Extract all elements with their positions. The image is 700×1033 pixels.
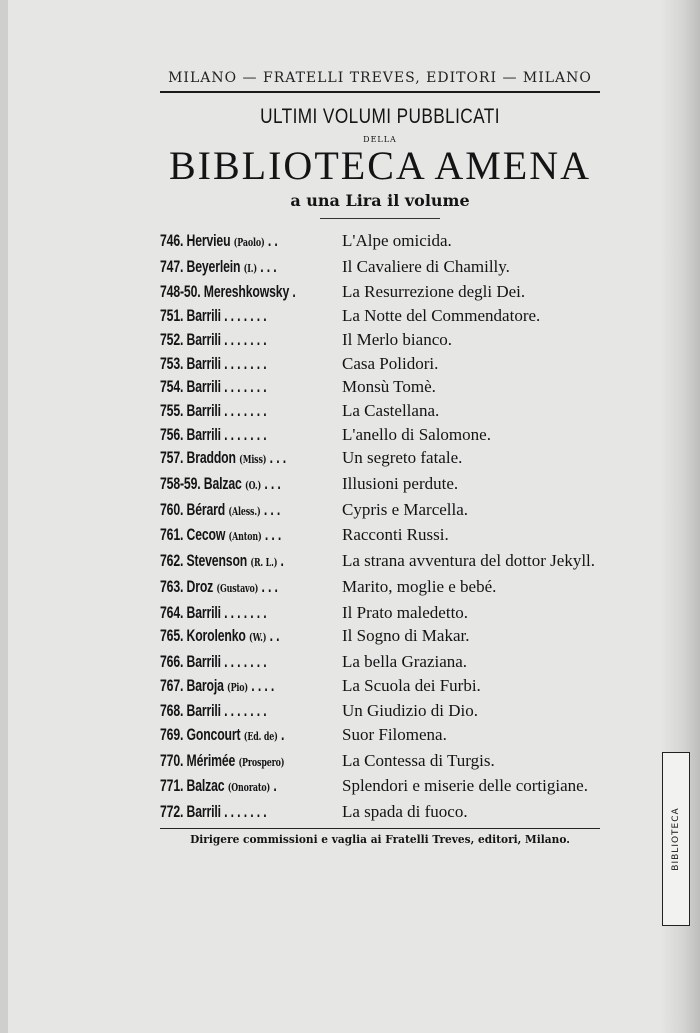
book-entry-left: [160, 523, 338, 549]
book-author-qualifier: (Gustavo): [216, 581, 259, 595]
book-entry-left: [160, 723, 338, 749]
book-title: Marito, moglie e bebé.: [342, 576, 497, 596]
book-entry-left: [160, 352, 338, 376]
book-author-name: Mérimée: [186, 750, 236, 770]
book-entry-left: [160, 375, 338, 399]
book-title: Il Merlo bianco.: [342, 329, 452, 349]
book-number: 766.: [160, 651, 184, 671]
page-left-edge: [0, 0, 8, 1033]
book-author-qualifier: (I.): [243, 261, 257, 275]
book-author: [160, 674, 274, 700]
book-author-name: Baroja: [186, 675, 224, 695]
book-title: L'anello di Salomone.: [342, 424, 491, 444]
book-entry: [160, 229, 600, 255]
book-author-qualifier: (Onorato): [227, 781, 271, 795]
book-title: Suor Filomena.: [342, 725, 447, 745]
book-author-qualifier: (Miss): [239, 453, 267, 467]
book-leader-dots: . . . . . . .: [224, 353, 267, 373]
book-author-name: Balzac: [203, 474, 242, 494]
book-leader-dots: .: [273, 776, 277, 796]
book-author-name: Beyerlein: [186, 256, 241, 276]
book-entry: [160, 446, 600, 472]
book-author-name: Droz: [186, 576, 214, 596]
book-entry-left: [160, 472, 338, 498]
book-author-qualifier: (W.): [249, 631, 267, 645]
book-number: 748-50.: [160, 282, 201, 302]
book-author: [160, 800, 266, 824]
book-entry: [160, 280, 600, 304]
book-leader-dots: . . . .: [251, 675, 275, 695]
book-entry: [160, 624, 600, 650]
book-entry-left: [160, 749, 338, 775]
book-leader-dots: . . . . . . .: [224, 424, 267, 444]
book-number: 746.: [160, 231, 184, 250]
book-entry-left: [160, 304, 338, 328]
book-leader-dots: . . .: [264, 474, 281, 494]
book-entry: [160, 375, 600, 399]
book-entry: [160, 304, 600, 328]
book-number: 761.: [160, 525, 184, 545]
book-author: [160, 774, 277, 800]
book-author-name: Korolenko: [186, 626, 246, 646]
book-title: Monsù Tomè.: [342, 377, 436, 397]
book-entry-left: [160, 328, 338, 352]
book-entry-left: [160, 624, 338, 650]
book-author-name: Barrili: [186, 400, 221, 420]
book-author: [160, 723, 284, 749]
series-title: BIBLIOTECA AMENA: [169, 143, 591, 188]
book-leader-dots: .: [292, 282, 296, 302]
book-number: 765.: [160, 626, 184, 646]
book-entry: [160, 699, 600, 723]
book-author-qualifier: (Pio): [227, 680, 249, 694]
book-entry-left: [160, 549, 338, 575]
book-entry-left: [160, 800, 338, 824]
book-entry-left: [160, 699, 338, 723]
book-entry: [160, 800, 600, 824]
book-entry: [160, 575, 600, 601]
book-entry-left: [160, 774, 338, 800]
book-entry: [160, 423, 600, 447]
book-title: La Resurrezione degli Dei.: [342, 282, 526, 302]
book-author: [160, 399, 266, 423]
book-author-name: Hervieu: [186, 231, 231, 250]
catalog-content: [160, 70, 600, 846]
book-leader-dots: .: [280, 725, 285, 745]
book-title: La spada di fuoco.: [342, 802, 468, 822]
book-author-qualifier: (Prospero): [238, 755, 285, 769]
book-leader-dots: . . . . . . .: [224, 602, 267, 622]
book-title: La Contessa di Turgis.: [342, 750, 495, 770]
book-author-name: Barrili: [186, 802, 221, 822]
book-leader-dots: . . .: [264, 525, 282, 545]
book-entry-left: [160, 280, 338, 304]
heading-ultimi-volumi: ULTIMI VOLUMI PUBBLICATI: [260, 105, 500, 128]
book-author: [160, 423, 266, 447]
book-title: Il Sogno di Makar.: [342, 626, 470, 646]
book-entry: [160, 352, 600, 376]
book-author-qualifier: (O.): [244, 479, 262, 493]
book-entry: [160, 674, 600, 700]
heading-della: DELLA: [363, 135, 397, 144]
book-entry-left: [160, 423, 338, 447]
book-title: Il Prato maledetto.: [342, 602, 469, 622]
book-title: Un segreto fatale.: [342, 448, 463, 468]
book-author-name: Barrili: [186, 651, 221, 671]
book-author-name: Barrili: [186, 377, 221, 397]
book-author-name: Braddon: [186, 448, 236, 468]
footer-divider: [160, 828, 600, 829]
book-leader-dots: . . . . . . .: [224, 651, 267, 671]
book-entry-left: [160, 446, 338, 472]
book-author-name: Stevenson: [186, 551, 248, 571]
book-author: [160, 749, 284, 775]
book-entry: [160, 472, 600, 498]
book-author-name: Barrili: [186, 329, 221, 349]
book-author: [160, 304, 266, 328]
book-entry: [160, 328, 600, 352]
book-author: [160, 328, 266, 352]
book-number: 758-59.: [160, 474, 201, 494]
book-author-name: Goncourt: [186, 725, 241, 745]
book-author: [160, 255, 277, 281]
book-author-qualifier: (Anton): [228, 530, 262, 544]
book-leader-dots: . . . . . . .: [224, 377, 267, 397]
book-entry-left: [160, 674, 338, 700]
book-title: Cypris e Marcella.: [342, 499, 469, 519]
book-number: 764.: [160, 602, 184, 622]
book-entry-left: [160, 575, 338, 601]
book-author-name: Mereshkowsky: [203, 282, 290, 302]
book-number: 767.: [160, 675, 184, 695]
book-title: La Notte del Commendatore.: [342, 306, 541, 326]
book-author: [160, 699, 266, 723]
book-author-name: Balzac: [186, 776, 225, 796]
book-list: [160, 229, 600, 824]
spine-label: [662, 752, 690, 926]
book-entry: [160, 523, 600, 549]
book-number: 747.: [160, 256, 184, 276]
book-author-qualifier: (Paolo): [233, 236, 265, 249]
book-number: 762.: [160, 551, 184, 571]
book-author: [160, 575, 278, 601]
book-entry-left: [160, 498, 338, 524]
book-author: [160, 446, 286, 472]
book-author-name: Bérard: [186, 499, 226, 519]
book-entry: [160, 723, 600, 749]
book-author-name: Cecow: [186, 525, 226, 545]
book-leader-dots: . . . . . . .: [224, 400, 267, 420]
book-author: [160, 498, 280, 524]
book-number: 769.: [160, 725, 184, 745]
book-entry: [160, 549, 600, 575]
book-title: La bella Graziana.: [342, 651, 468, 671]
book-author-qualifier: (Ed. de): [243, 730, 278, 744]
book-number: 753.: [160, 353, 184, 373]
book-number: 752.: [160, 329, 184, 349]
book-leader-dots: . . .: [261, 576, 278, 596]
book-leader-dots: .: [280, 551, 284, 571]
book-number: 756.: [160, 424, 184, 444]
book-entry: [160, 749, 600, 775]
book-author: [160, 624, 279, 650]
book-leader-dots: . . . . . . .: [224, 329, 267, 349]
book-title: La strana avventura del dottor Jekyll.: [342, 551, 596, 571]
book-entry-left: [160, 650, 338, 674]
spine-label-text: BIBLIOTECA: [671, 807, 681, 871]
book-title: La Castellana.: [342, 400, 440, 420]
book-number: 760.: [160, 499, 184, 519]
book-title: L'Alpe omicida.: [342, 231, 452, 250]
book-entry-left: [160, 255, 338, 281]
book-number: 772.: [160, 802, 184, 822]
book-author-name: Barrili: [186, 424, 221, 444]
price-subtitle: a una Lira il volume: [290, 191, 470, 210]
book-author: [160, 523, 281, 549]
book-entry: [160, 498, 600, 524]
book-author-name: Barrili: [186, 701, 221, 721]
book-entry: [160, 255, 600, 281]
book-entry: [160, 601, 600, 625]
book-number: 757.: [160, 448, 184, 468]
book-title: Illusioni perdute.: [342, 474, 459, 494]
book-number: 768.: [160, 701, 184, 721]
book-entry: [160, 399, 600, 423]
book-title: La Scuola dei Furbi.: [342, 675, 481, 695]
book-author: [160, 229, 278, 255]
book-number: 763.: [160, 576, 184, 596]
book-leader-dots: . . .: [269, 448, 286, 468]
book-leader-dots: . .: [269, 626, 280, 646]
book-number: 771.: [160, 776, 184, 796]
book-author: [160, 650, 266, 674]
book-title: Il Cavaliere di Chamilly.: [342, 256, 510, 276]
book-number: 770.: [160, 750, 184, 770]
book-author: [160, 549, 284, 575]
book-entry-left: [160, 601, 338, 625]
book-leader-dots: . . . . . . .: [224, 306, 267, 326]
book-author-qualifier: (Aless.): [228, 504, 261, 518]
book-title: Un Giudizio di Dio.: [342, 701, 478, 721]
book-author: [160, 375, 266, 399]
book-author: [160, 280, 296, 304]
book-author-name: Barrili: [186, 602, 221, 622]
book-leader-dots: . . .: [263, 499, 281, 519]
book-number: 751.: [160, 306, 184, 326]
book-title: Casa Polidori.: [342, 353, 439, 373]
book-entry: [160, 650, 600, 674]
book-author-name: Barrili: [186, 306, 221, 326]
running-head: MILANO — FRATELLI TREVES, EDITORI — MILANO: [160, 70, 600, 93]
book-author-name: Barrili: [186, 353, 221, 373]
book-author: [160, 601, 266, 625]
book-author: [160, 472, 281, 498]
book-leader-dots: . .: [267, 231, 278, 250]
book-entry-left: [160, 399, 338, 423]
book-leader-dots: . . . . . . .: [224, 701, 267, 721]
book-leader-dots: . . .: [260, 256, 277, 276]
footer-note: Dirigere commissioni e vaglia ai Fratelli Treves, editori, Milano.: [190, 831, 570, 846]
book-author-qualifier: (R. L.): [250, 556, 278, 570]
book-number: 755.: [160, 400, 184, 420]
book-number: 754.: [160, 377, 184, 397]
book-author: [160, 352, 266, 376]
book-leader-dots: . . . . . . .: [224, 802, 267, 822]
book-title: Splendori e miserie delle cortigiane.: [342, 776, 588, 796]
book-title: Racconti Russi.: [342, 525, 449, 545]
book-entry: [160, 774, 600, 800]
book-entry-left: [160, 229, 338, 255]
heading-divider: [320, 218, 440, 219]
